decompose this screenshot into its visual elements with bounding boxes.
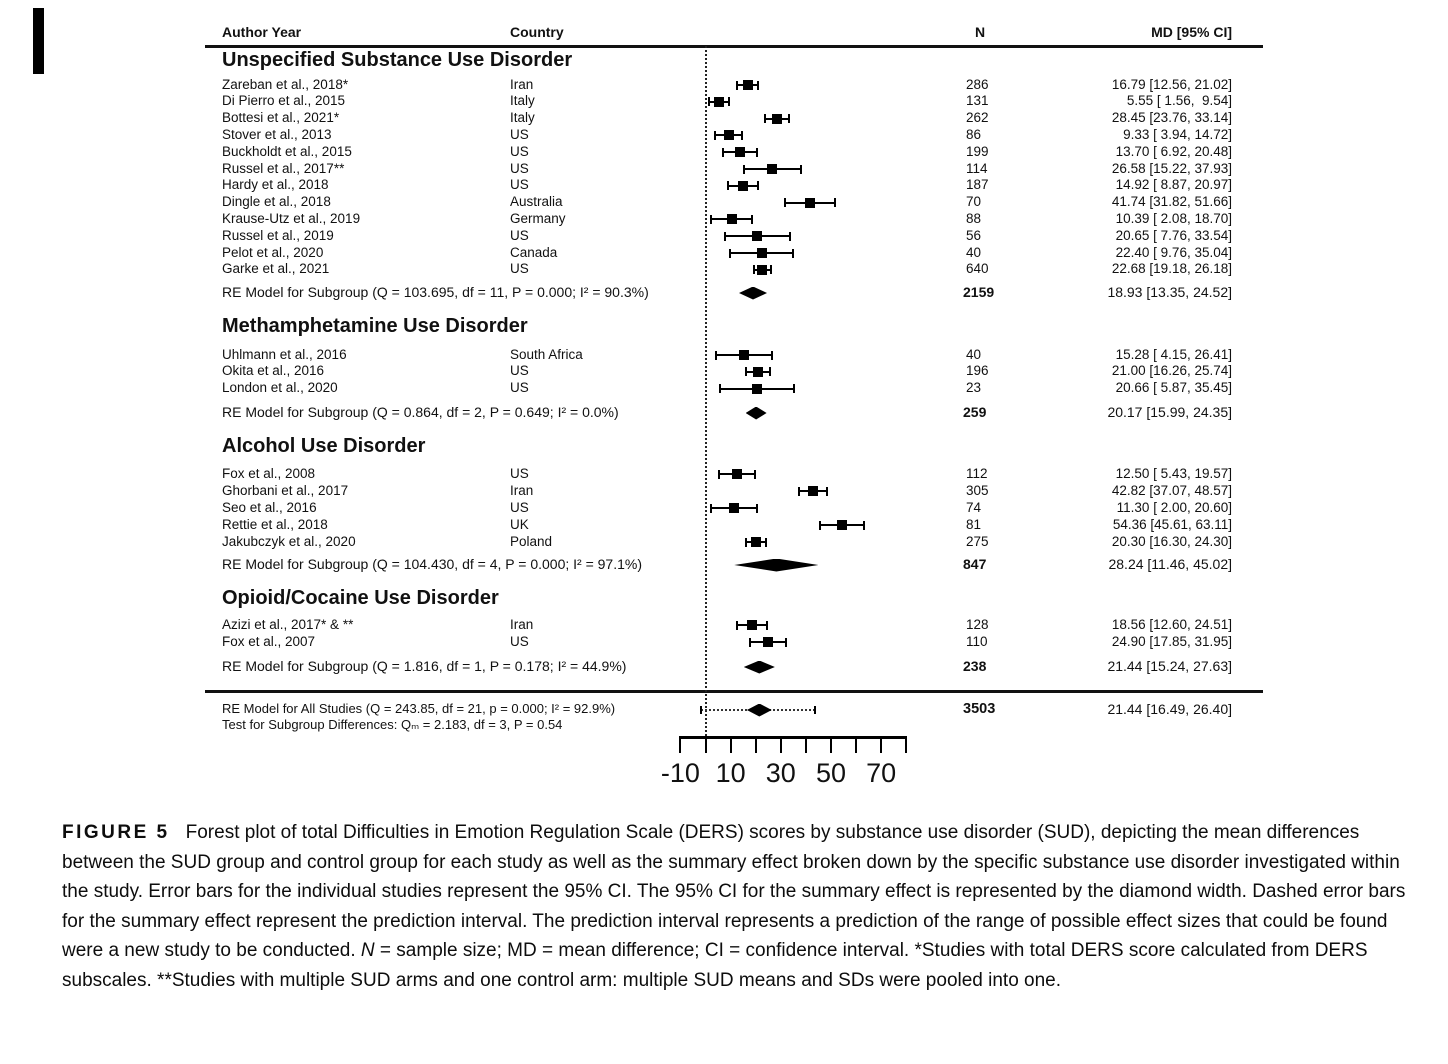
study-n: 56 xyxy=(966,227,982,243)
study-country: Italy xyxy=(510,93,535,109)
study-md: 20.66 [ 5.87, 35.45] xyxy=(1115,380,1232,396)
study-md: 18.56 [12.60, 24.51] xyxy=(1111,616,1232,632)
summary-n: 847 xyxy=(963,556,987,573)
ci-cap-right xyxy=(757,181,759,190)
ci-cap-left xyxy=(714,131,716,140)
ci-cap-left xyxy=(749,638,751,647)
axis-label: 10 xyxy=(715,758,746,788)
caption-text xyxy=(62,822,1405,991)
summary-n: 2159 xyxy=(963,284,995,301)
axis-tick xyxy=(730,736,732,753)
ci-cap-right xyxy=(766,621,768,630)
point-square xyxy=(743,80,753,90)
study-country: Poland xyxy=(510,533,553,549)
study-md: 11.30 [ 2.00, 20.60] xyxy=(1116,499,1232,515)
ci-cap-left xyxy=(718,470,720,479)
study-country: US xyxy=(510,177,529,193)
column-header-author: Author Year xyxy=(222,24,302,40)
point-square xyxy=(724,130,734,140)
study-country: Australia xyxy=(510,194,563,210)
axis-tick xyxy=(679,736,681,753)
study-n: 40 xyxy=(966,244,982,260)
point-square xyxy=(767,164,777,174)
group-title: Alcohol Use Disorder xyxy=(222,434,426,457)
study-author: Hardy et al., 2018 xyxy=(222,177,329,193)
study-n: 86 xyxy=(966,127,982,143)
study-md: 5.55 [ 1.56, 9.54] xyxy=(1119,93,1232,109)
study-author: Uhlmann et al., 2016 xyxy=(222,346,347,362)
caption-italic-segment: N xyxy=(360,940,375,961)
study-country: US xyxy=(510,227,529,243)
study-md: 13.70 [ 6.92, 20.48] xyxy=(1115,143,1232,159)
summary-n: 259 xyxy=(963,404,987,421)
point-square xyxy=(738,181,748,191)
study-country: US xyxy=(510,261,529,277)
study-md: 41.74 [31.82, 51.66] xyxy=(1111,194,1232,210)
ci-cap-right xyxy=(793,384,795,393)
axis-bar xyxy=(680,736,906,739)
summary-md: 21.44 [15.24, 27.63] xyxy=(1107,658,1232,675)
study-md: 22.68 [19.18, 26.18] xyxy=(1111,261,1232,277)
study-md: 54.36 [45.61, 63.11] xyxy=(1112,516,1232,532)
study-author: Bottesi et al., 2021* xyxy=(222,110,340,126)
ci-cap-right xyxy=(788,114,790,123)
summary-label: RE Model for Subgroup (Q = 1.816, df = 1, P = 0.178; I² = 44.9%) xyxy=(222,658,627,675)
study-n: 199 xyxy=(966,143,989,159)
ci-cap-right xyxy=(754,470,756,479)
prediction-cap-right xyxy=(814,706,816,714)
axis-label: 30 xyxy=(765,758,796,788)
group-title: Unspecified Substance Use Disorder xyxy=(222,48,573,71)
axis-label: 70 xyxy=(866,758,897,788)
summary-diamond xyxy=(734,559,818,572)
summary-diamond xyxy=(739,287,767,300)
group-title: Methamphetamine Use Disorder xyxy=(222,314,528,337)
study-country: US xyxy=(510,633,529,649)
summary-label: RE Model for Subgroup (Q = 103.695, df = 11, P = 0.000; I² = 90.3%) xyxy=(222,284,649,301)
ci-cap-right xyxy=(785,638,787,647)
overall-label-line1: RE Model for All Studies (Q = 243.85, df = 21, p = 0.000; I² = 92.9%) xyxy=(222,700,616,716)
overall-n: 3503 xyxy=(963,701,996,717)
summary-diamond xyxy=(746,407,767,420)
summary-md: 28.24 [11.46, 45.02] xyxy=(1108,556,1232,573)
ci-cap-right xyxy=(756,504,758,513)
study-author: Jakubczyk et al., 2020 xyxy=(222,533,356,549)
study-country: US xyxy=(510,143,529,159)
ci-cap-left xyxy=(736,81,738,90)
summary-md: 20.17 [15.99, 24.35] xyxy=(1107,404,1232,421)
study-n: 128 xyxy=(966,616,989,632)
ci-cap-right xyxy=(863,521,865,530)
ci-cap-left xyxy=(715,351,717,360)
study-country: Germany xyxy=(510,211,566,227)
study-n: 131 xyxy=(966,93,989,109)
study-country: Italy xyxy=(510,110,535,126)
study-md: 26.58 [15.22, 37.93] xyxy=(1111,160,1232,176)
study-n: 187 xyxy=(966,177,989,193)
ci-cap-left xyxy=(710,504,712,513)
study-n: 88 xyxy=(966,211,982,227)
ci-cap-right xyxy=(751,215,753,224)
point-square xyxy=(714,97,724,107)
ci-cap-left xyxy=(753,265,755,274)
study-author: Azizi et al., 2017* & ** xyxy=(222,616,354,632)
study-n: 70 xyxy=(966,194,982,210)
column-header-n: N xyxy=(974,24,986,40)
study-country: US xyxy=(510,499,529,515)
study-author: Fox et al., 2007 xyxy=(222,633,316,649)
axis-tick xyxy=(780,736,782,753)
study-md: 42.82 [37.07, 48.57] xyxy=(1111,482,1232,498)
study-n: 81 xyxy=(966,516,982,532)
ci-cap-left xyxy=(724,232,726,241)
study-country: US xyxy=(510,380,529,396)
study-country: US xyxy=(510,160,529,176)
ci-cap-left xyxy=(819,521,821,530)
point-square xyxy=(751,537,761,547)
prediction-cap-left xyxy=(700,706,702,714)
study-n: 23 xyxy=(966,380,982,396)
study-md: 14.92 [ 8.87, 20.97] xyxy=(1115,177,1232,193)
point-square xyxy=(837,520,847,530)
point-square xyxy=(757,265,767,275)
ci-cap-left xyxy=(708,97,710,106)
axis-tick xyxy=(755,736,757,753)
point-square xyxy=(739,350,749,360)
study-country: Iran xyxy=(510,616,534,632)
figure-caption xyxy=(62,818,1407,995)
ci-cap-left xyxy=(719,384,721,393)
study-author: Fox et al., 2008 xyxy=(222,465,316,481)
study-md: 21.00 [16.26, 25.74] xyxy=(1111,363,1232,379)
overall-md: 21.44 [16.49, 26.40] xyxy=(1107,701,1232,718)
ci-cap-right xyxy=(728,97,730,106)
point-square xyxy=(729,503,739,513)
study-author: Dingle et al., 2018 xyxy=(222,194,331,210)
summary-md: 18.93 [13.35, 24.52] xyxy=(1107,284,1232,301)
summary-n: 238 xyxy=(963,658,987,675)
point-square xyxy=(753,367,763,377)
group-title: Opioid/Cocaine Use Disorder xyxy=(222,586,499,609)
study-author: Rettie et al., 2018 xyxy=(222,516,328,532)
ci-cap-left xyxy=(798,487,800,496)
overall-label-line2: Test for Subgroup Differences: Qₘ = 2.183, df = 3, P = 0.54 xyxy=(222,716,563,732)
ci-cap-left xyxy=(743,165,745,174)
ci-cap-left xyxy=(736,621,738,630)
caption-segment: = sample size; MD = mean difference; CI = confidence interval. *Studies with total DERS score calculated from DERS subscales. **Studies with multiple SUD arms and one control arm: multiple SUD means and SDs were pooled into one. xyxy=(62,940,1368,991)
ci-cap-left xyxy=(710,215,712,224)
study-n: 305 xyxy=(966,482,989,498)
axis-tick xyxy=(705,736,707,753)
ci-cap-right xyxy=(789,232,791,241)
study-md: 12.50 [ 5.43, 19.57] xyxy=(1115,465,1232,481)
caption-segment: Forest plot of total Difficulties in Emotion Regulation Scale (DERS) scores by substance use disorder (SUD), depicting the mean differences between the SUD group and control group for each study as well as the summary effect broken down by the specific substance use disorder investigated within the study. Error bars for the individual studies represent the 95% CI. The 95% CI for the summary effect is represented by the diamond width. Dashed error bars for the summary effect represent the prediction interval. The prediction interval represents a prediction of the range of possible effect sizes that could be found were a new study to be conducted. xyxy=(62,822,1406,961)
ci-cap-left xyxy=(745,538,747,547)
ci-cap-left xyxy=(764,114,766,123)
ci-cap-left xyxy=(727,181,729,190)
study-n: 112 xyxy=(966,465,988,481)
study-author: Buckholdt et al., 2015 xyxy=(222,143,352,159)
axis-tick xyxy=(905,736,907,753)
study-country: US xyxy=(510,127,529,143)
study-author: Zareban et al., 2018* xyxy=(222,76,349,92)
ci-cap-right xyxy=(770,265,772,274)
study-author: Pelot et al., 2020 xyxy=(222,244,324,260)
ci-cap-left xyxy=(722,148,724,157)
point-square xyxy=(747,620,757,630)
study-country: UK xyxy=(510,516,529,532)
study-country: Iran xyxy=(510,76,534,92)
point-square xyxy=(757,248,767,258)
point-square xyxy=(808,486,818,496)
point-square xyxy=(752,231,762,241)
summary-diamond xyxy=(747,704,772,717)
point-square xyxy=(727,214,737,224)
study-author: Okita et al., 2016 xyxy=(222,363,325,379)
study-md: 28.45 [23.76, 33.14] xyxy=(1111,110,1232,126)
study-md: 9.33 [ 3.94, 14.72] xyxy=(1115,127,1232,143)
header-rule xyxy=(205,45,1263,48)
point-square xyxy=(735,147,745,157)
study-country: South Africa xyxy=(510,346,583,362)
study-n: 640 xyxy=(966,261,989,277)
study-md: 16.79 [12.56, 21.02] xyxy=(1111,76,1232,92)
point-square xyxy=(772,114,782,124)
summary-label: RE Model for Subgroup (Q = 104.430, df = 4, P = 0.000; I² = 97.1%) xyxy=(222,556,642,573)
study-country: US xyxy=(510,465,529,481)
study-md: 20.65 [ 7.76, 33.54] xyxy=(1115,227,1232,243)
study-country: Iran xyxy=(510,482,534,498)
ci-cap-right xyxy=(765,538,767,547)
study-n: 275 xyxy=(966,533,989,549)
study-md: 15.28 [ 4.15, 26.41] xyxy=(1115,346,1232,362)
summary-diamond xyxy=(744,661,775,674)
overall-rule xyxy=(205,690,1263,693)
ci-cap-right xyxy=(769,367,771,376)
study-md: 10.39 [ 2.08, 18.70] xyxy=(1115,211,1232,227)
figure-label: FIGURE 5 xyxy=(62,822,170,843)
column-header-md: MD [95% CI] xyxy=(1151,24,1232,40)
study-author: Stover et al., 2013 xyxy=(222,127,332,143)
study-md: 24.90 [17.85, 31.95] xyxy=(1111,633,1232,649)
axis-label: 50 xyxy=(815,758,847,788)
study-n: 196 xyxy=(966,363,989,379)
study-n: 262 xyxy=(966,110,989,126)
study-author: Garke et al., 2021 xyxy=(222,261,330,277)
study-author: Russel et al., 2017** xyxy=(222,160,345,176)
study-n: 40 xyxy=(966,346,982,362)
study-author: Ghorbani et al., 2017 xyxy=(222,482,349,498)
study-n: 74 xyxy=(966,499,982,515)
zero-reference-line xyxy=(705,46,707,752)
column-header-country: Country xyxy=(510,24,564,40)
study-n: 114 xyxy=(966,160,988,176)
axis-tick xyxy=(855,736,857,753)
study-author: Krause-Utz et al., 2019 xyxy=(222,211,361,227)
study-author: Russel et al., 2019 xyxy=(222,227,334,243)
summary-label: RE Model for Subgroup (Q = 0.864, df = 2, P = 0.649; I² = 0.0%) xyxy=(222,404,619,421)
study-country: US xyxy=(510,363,529,379)
axis-tick xyxy=(805,736,807,753)
study-n: 286 xyxy=(966,76,989,92)
axis-tick xyxy=(880,736,882,753)
ci-cap-left xyxy=(729,249,731,258)
point-square xyxy=(752,384,762,394)
point-square xyxy=(805,198,815,208)
ci-cap-right xyxy=(800,165,802,174)
study-md: 22.40 [ 9.76, 35.04] xyxy=(1115,244,1232,260)
study-author: Di Pierro et al., 2015 xyxy=(222,93,346,109)
ci-cap-right xyxy=(741,131,743,140)
study-country: Canada xyxy=(510,244,558,260)
ci-cap-right xyxy=(756,148,758,157)
ci-cap-right xyxy=(757,81,759,90)
ci-cap-left xyxy=(745,367,747,376)
study-n: 110 xyxy=(966,633,988,649)
ci-cap-right xyxy=(792,249,794,258)
axis-label: -10 xyxy=(660,758,700,788)
ci-cap-right xyxy=(826,487,828,496)
ci-cap-right xyxy=(771,351,773,360)
ci-cap-right xyxy=(834,198,836,207)
point-square xyxy=(763,637,773,647)
study-author: Seo et al., 2016 xyxy=(222,499,317,515)
study-author: London et al., 2020 xyxy=(222,380,338,396)
point-square xyxy=(732,469,742,479)
axis-tick xyxy=(830,736,832,753)
study-md: 20.30 [16.30, 24.30] xyxy=(1111,533,1232,549)
ci-cap-left xyxy=(784,198,786,207)
